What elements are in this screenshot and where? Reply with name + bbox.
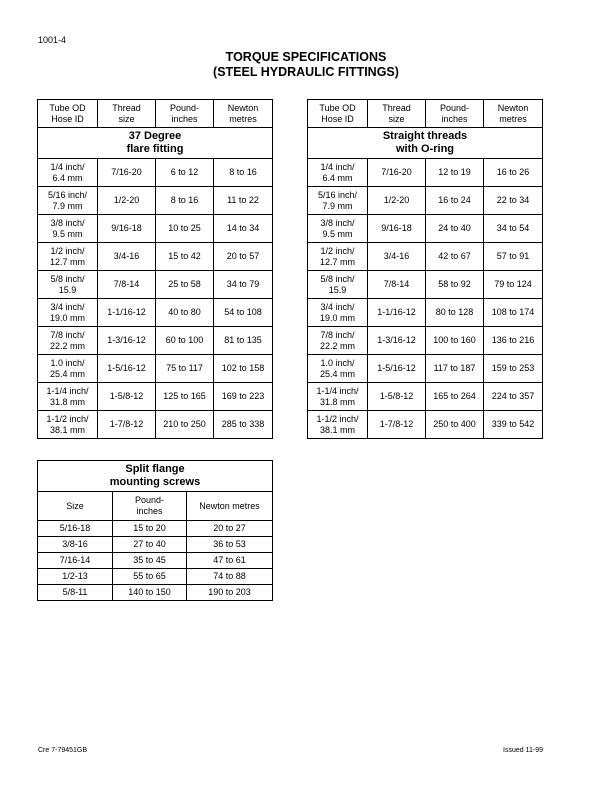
tube-od-cell: 7/8 inch/ 22.2 mm: [308, 327, 368, 355]
table-header-row: [38, 492, 273, 521]
title-line-2: (STEEL HYDRAULIC FITTINGS): [213, 65, 399, 79]
thread-size-cell: 1-1/16-12: [368, 299, 426, 327]
table-row: [38, 553, 273, 569]
tube-od-cell: 3/4 inch/ 19.0 mm: [38, 299, 98, 327]
pound-inches-cell: 40 to 80: [156, 299, 214, 327]
thread-size-cell: 9/16-18: [368, 215, 426, 243]
table-row: [308, 411, 543, 439]
thread-size-cell: 1-7/8-12: [368, 411, 426, 439]
newton-metres-cell: 14 to 34: [214, 215, 273, 243]
tube-od-cell: 5/8 inch/ 15.9: [308, 271, 368, 299]
tube-od-cell: 1-1/4 inch/ 31.8 mm: [308, 383, 368, 411]
table-header-row: [308, 100, 543, 128]
pound-inches-cell: 24 to 40: [426, 215, 484, 243]
section-title: Split flange mounting screws: [38, 461, 273, 492]
pound-inches-cell: 35 to 45: [113, 553, 187, 569]
pound-inches-cell: 8 to 16: [156, 187, 214, 215]
newton-metres-cell: 74 to 88: [187, 569, 273, 585]
newton-metres-cell: 169 to 223: [214, 383, 273, 411]
table-row: [38, 215, 273, 243]
pound-inches-cell: 210 to 250: [156, 411, 214, 439]
table-row: [38, 187, 273, 215]
pound-inches-cell: 15 to 42: [156, 243, 214, 271]
thread-size-cell: 1/2-20: [98, 187, 156, 215]
header-size: Size: [38, 492, 113, 521]
newton-metres-cell: 22 to 34: [484, 187, 543, 215]
pound-inches-cell: 125 to 165: [156, 383, 214, 411]
newton-metres-cell: 285 to 338: [214, 411, 273, 439]
tube-od-cell: 3/8 inch/ 9.5 mm: [308, 215, 368, 243]
table-row: [38, 299, 273, 327]
table-row: [38, 159, 273, 187]
title-line-1: TORQUE SPECIFICATIONS: [225, 50, 387, 64]
pound-inches-cell: 80 to 128: [426, 299, 484, 327]
newton-metres-cell: 54 to 108: [214, 299, 273, 327]
tube-od-cell: 5/16 inch/ 7.9 mm: [38, 187, 98, 215]
tube-od-cell: 5/8 inch/ 15.9: [38, 271, 98, 299]
straight-rows: [308, 159, 543, 439]
split-rows: [38, 521, 273, 601]
section-title-row: [38, 461, 273, 492]
straight-thread-table: [307, 99, 543, 439]
table-header-row: [38, 100, 273, 128]
newton-metres-cell: 34 to 54: [484, 215, 543, 243]
thread-size-cell: 3/4-16: [98, 243, 156, 271]
table-row: [308, 243, 543, 271]
table-row: [308, 327, 543, 355]
size-cell: 1/2-13: [38, 569, 113, 585]
table-row: [308, 271, 543, 299]
table-row: [308, 383, 543, 411]
thread-size-cell: 9/16-18: [98, 215, 156, 243]
thread-size-cell: 1-3/16-12: [368, 327, 426, 355]
tube-od-cell: 3/4 inch/ 19.0 mm: [308, 299, 368, 327]
header-pound-inches: Pound- inches: [113, 492, 187, 521]
page-title: [0, 50, 612, 80]
thread-size-cell: 7/8-14: [368, 271, 426, 299]
section-title-row: [38, 128, 273, 159]
tube-od-cell: 1-1/4 inch/ 31.8 mm: [38, 383, 98, 411]
newton-metres-cell: 34 to 79: [214, 271, 273, 299]
tube-od-cell: 1.0 inch/ 25.4 mm: [308, 355, 368, 383]
newton-metres-cell: 102 to 158: [214, 355, 273, 383]
header-newton-metres: Newton metres: [187, 492, 273, 521]
section-title: Straight threads with O-ring: [308, 128, 543, 159]
tube-od-cell: 1-1/2 inch/ 38.1 mm: [38, 411, 98, 439]
page-number: 1001-4: [38, 35, 67, 45]
tube-od-cell: 7/8 inch/ 22.2 mm: [38, 327, 98, 355]
thread-size-cell: 7/8-14: [98, 271, 156, 299]
pound-inches-cell: 60 to 100: [156, 327, 214, 355]
tube-od-cell: 1-1/2 inch/ 38.1 mm: [308, 411, 368, 439]
newton-metres-cell: 20 to 27: [187, 521, 273, 537]
pound-inches-cell: 75 to 117: [156, 355, 214, 383]
thread-size-cell: 1-5/16-12: [368, 355, 426, 383]
table-row: [38, 569, 273, 585]
header-pound-inches: Pound- inches: [156, 100, 214, 128]
newton-metres-cell: 16 to 26: [484, 159, 543, 187]
thread-size-cell: 1-5/8-12: [368, 383, 426, 411]
table-row: [38, 327, 273, 355]
newton-metres-cell: 11 to 22: [214, 187, 273, 215]
pound-inches-cell: 55 to 65: [113, 569, 187, 585]
table-row: [38, 537, 273, 553]
size-cell: 5/16-18: [38, 521, 113, 537]
flare-fitting-table: [37, 99, 273, 439]
newton-metres-cell: 136 to 216: [484, 327, 543, 355]
newton-metres-cell: 36 to 53: [187, 537, 273, 553]
pound-inches-cell: 117 to 187: [426, 355, 484, 383]
table-row: [38, 521, 273, 537]
newton-metres-cell: 20 to 57: [214, 243, 273, 271]
table-row: [38, 383, 273, 411]
pound-inches-cell: 250 to 400: [426, 411, 484, 439]
newton-metres-cell: 159 to 253: [484, 355, 543, 383]
size-cell: 3/8-16: [38, 537, 113, 553]
pound-inches-cell: 25 to 58: [156, 271, 214, 299]
newton-metres-cell: 8 to 16: [214, 159, 273, 187]
newton-metres-cell: 79 to 124: [484, 271, 543, 299]
pound-inches-cell: 42 to 67: [426, 243, 484, 271]
table-row: [38, 585, 273, 601]
pound-inches-cell: 10 to 25: [156, 215, 214, 243]
table-row: [308, 215, 543, 243]
pound-inches-cell: 15 to 20: [113, 521, 187, 537]
tube-od-cell: 1.0 inch/ 25.4 mm: [38, 355, 98, 383]
tube-od-cell: 1/2 inch/ 12.7 mm: [308, 243, 368, 271]
header-newton-metres: Newton metres: [214, 100, 273, 128]
newton-metres-cell: 81 to 135: [214, 327, 273, 355]
flare-rows: [38, 159, 273, 439]
split-flange-table: [37, 460, 273, 601]
table-row: [308, 159, 543, 187]
tube-od-cell: 1/4 inch/ 6.4 mm: [38, 159, 98, 187]
thread-size-cell: 3/4-16: [368, 243, 426, 271]
table-row: [38, 355, 273, 383]
pound-inches-cell: 12 to 19: [426, 159, 484, 187]
tube-od-cell: 3/8 inch/ 9.5 mm: [38, 215, 98, 243]
newton-metres-cell: 224 to 357: [484, 383, 543, 411]
header-thread-size: Thread size: [98, 100, 156, 128]
pound-inches-cell: 165 to 264: [426, 383, 484, 411]
header-newton-metres: Newton metres: [484, 100, 543, 128]
header-tube-od: Tube OD Hose ID: [38, 100, 98, 128]
table-row: [308, 355, 543, 383]
pound-inches-cell: 27 to 40: [113, 537, 187, 553]
table-row: [38, 271, 273, 299]
thread-size-cell: 1-3/16-12: [98, 327, 156, 355]
table-row: [38, 243, 273, 271]
tube-od-cell: 1/4 inch/ 6.4 mm: [308, 159, 368, 187]
tube-od-cell: 5/16 inch/ 7.9 mm: [308, 187, 368, 215]
newton-metres-cell: 339 to 542: [484, 411, 543, 439]
header-pound-inches: Pound- inches: [426, 100, 484, 128]
thread-size-cell: 1/2-20: [368, 187, 426, 215]
thread-size-cell: 1-5/16-12: [98, 355, 156, 383]
header-tube-od: Tube OD Hose ID: [308, 100, 368, 128]
table-row: [38, 411, 273, 439]
size-cell: 5/8-11: [38, 585, 113, 601]
newton-metres-cell: 47 to 61: [187, 553, 273, 569]
newton-metres-cell: 57 to 91: [484, 243, 543, 271]
table-row: [308, 187, 543, 215]
pound-inches-cell: 6 to 12: [156, 159, 214, 187]
thread-size-cell: 1-5/8-12: [98, 383, 156, 411]
document-code: Cre 7-79451GB: [38, 747, 88, 754]
newton-metres-cell: 108 to 174: [484, 299, 543, 327]
thread-size-cell: 1-1/16-12: [98, 299, 156, 327]
thread-size-cell: 1-7/8-12: [98, 411, 156, 439]
section-title-row: [308, 128, 543, 159]
pound-inches-cell: 140 to 150: [113, 585, 187, 601]
pound-inches-cell: 100 to 160: [426, 327, 484, 355]
section-title: 37 Degree flare fitting: [38, 128, 273, 159]
size-cell: 7/16-14: [38, 553, 113, 569]
tube-od-cell: 1/2 inch/ 12.7 mm: [38, 243, 98, 271]
pound-inches-cell: 16 to 24: [426, 187, 484, 215]
thread-size-cell: 7/16-20: [368, 159, 426, 187]
table-row: [308, 299, 543, 327]
thread-size-cell: 7/16-20: [98, 159, 156, 187]
issue-date: Issued 11-99: [503, 747, 543, 754]
newton-metres-cell: 190 to 203: [187, 585, 273, 601]
pound-inches-cell: 58 to 92: [426, 271, 484, 299]
header-thread-size: Thread size: [368, 100, 426, 128]
